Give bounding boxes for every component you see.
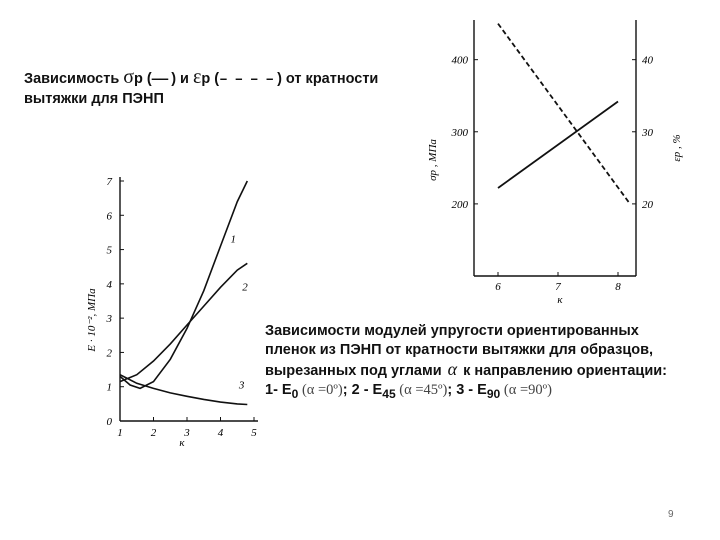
bottom-caption-line-1: Зависимости модулей упругости ориентированных: [265, 323, 639, 339]
right-y-tick-label: 20: [642, 198, 653, 211]
y-axis-label: E · 10⁻², МПа: [86, 288, 98, 352]
x-tick-label: 5: [251, 427, 257, 439]
right-y-tick-label: 40: [642, 54, 653, 67]
left-y-tick-label: 200: [451, 198, 468, 211]
x-axis-label: к: [557, 294, 563, 306]
x-tick-label: 2: [150, 427, 157, 439]
left-y-tick-label: 400: [451, 54, 468, 67]
strength-elongation-chart: [427, 20, 683, 306]
y-tick-label: 6: [106, 210, 112, 223]
caption-text: р (: [134, 71, 152, 87]
dashed-line-legend: – – – –: [219, 72, 274, 88]
bottom-caption-line-2: пленок из ПЭНП от кратности вытяжки для образцов,: [265, 342, 654, 358]
bottom-caption: [265, 322, 717, 404]
curve-1: [120, 181, 247, 388]
top-caption-line-2: вытяжки для ПЭНП: [24, 91, 164, 107]
alpha-symbol: α: [447, 359, 458, 379]
caption-text: к направлению ориентации:: [459, 363, 667, 379]
right-y-axis-label: εр , %: [671, 134, 683, 162]
caption-text: р (: [201, 71, 220, 87]
caption-text: Зависимость: [24, 71, 124, 87]
legend-item-2: ; 2 - E: [342, 382, 383, 398]
left-y-tick-label: 300: [451, 126, 468, 139]
curve-3: [120, 375, 247, 405]
bottom-caption-line-4: [265, 381, 717, 404]
legend-angle-1: (α =0º): [298, 382, 343, 398]
y-tick-label: 1: [106, 381, 112, 394]
x-tick-label: 1: [117, 427, 123, 439]
legend-item-1: 1- E: [265, 382, 292, 398]
x-tick-label: 8: [615, 281, 621, 293]
x-tick-label: 7: [555, 281, 561, 293]
solid-line-legend: ——: [151, 72, 168, 88]
x-tick-label: 4: [217, 427, 224, 439]
epsilon-dashed-line: [498, 24, 630, 204]
curve-label-2: 2: [242, 281, 248, 294]
legend-angle-2: (α =45º): [395, 382, 448, 398]
caption-text: ) от кратности: [273, 71, 379, 87]
curve-2: [120, 263, 247, 381]
legend-item-3: ; 3 - E: [447, 382, 487, 398]
legend-sub-3: 90: [486, 386, 501, 401]
bottom-caption-line-3: [265, 360, 717, 381]
curve-label-3: 3: [238, 379, 245, 392]
epsilon-symbol: ε: [193, 66, 202, 88]
y-tick-label: 0: [106, 416, 112, 428]
legend-angle-3: (α =90º): [500, 382, 552, 398]
y-tick-label: 2: [106, 347, 112, 360]
legend-sub-2: 45: [382, 386, 396, 401]
legend-sub-1: 0: [291, 386, 299, 401]
sigma-symbol: σ: [123, 66, 135, 88]
x-tick-label: 6: [495, 281, 501, 293]
caption-text: ) и: [167, 71, 193, 87]
sigma-line: [498, 102, 618, 189]
page-number: 9: [668, 509, 674, 520]
y-tick-label: 3: [106, 313, 112, 326]
y-tick-label: 7: [106, 176, 112, 188]
curve-label-1: 1: [230, 233, 237, 246]
y-tick-label: 4: [106, 278, 112, 291]
y-tick-label: 5: [106, 244, 112, 257]
x-tick-label: 3: [184, 427, 190, 439]
x-axis-label: к: [179, 437, 185, 449]
right-y-tick-label: 30: [642, 126, 653, 139]
modulus-chart: [86, 176, 258, 449]
left-y-axis-label: σр , МПа: [427, 139, 439, 181]
caption-text: вырезанных под углами: [265, 363, 446, 379]
